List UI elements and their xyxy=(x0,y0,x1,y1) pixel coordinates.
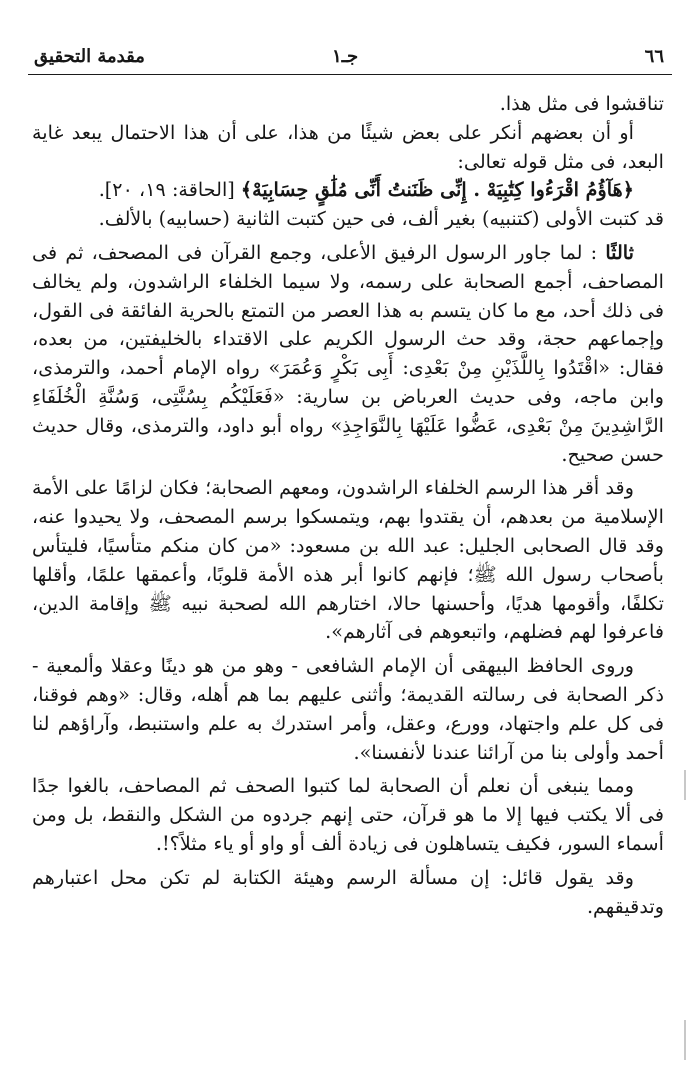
scan-edge-mark xyxy=(684,1020,686,1060)
verse-reference: [الحاقة: ١٩، ٢٠]. xyxy=(98,178,235,202)
paragraph-9: وقد يقول قائل: إن مسألة الرسم وهيئة الكتابة لم تكن محل اعتبارهم وتدقيقهم. xyxy=(32,865,664,918)
quran-verse: ﴿هَآؤُمُ اقْرَءُوا كِتَٰبِيَهْ . إِنِّى ظَنَنتُ أَنِّى مُلَٰقٍ حِسَابِيَهْ﴾ xyxy=(240,178,634,202)
paragraph-5-text: : لما جاور الرسول الرفيق الأعلى، وجمع القرآن فى المصحف، ثم فى المصاحف، أجمع الصحابة على رسمه، ولا سيما الخلفاء الراشدون، ولم يخالف فى ذلك أحد، مع ما كان يتسم به هذا العصر من التمتع بالحرية الفائقة فى القول، وإجماعهم حجة، وقد حث الرسول الكريم على الاقتداء بالخليفتين، من بعده، فقال: «اقْتَدُوا بِاللَّذَيْنِ مِنْ بَعْدِى: أَبِى بَكْرٍ وَعُمَرَ» رواه الإمام أحمد، والترمذى، وابن ماجه، وفى حديث العرباض بن سارية: «فَعَلَيْكُم بِسُنَّتِى، وَسُنَّةِ الْخُلَفَاءِ الرَّاشِدِينَ مِنْ بَعْدِى، عَضُّوا عَلَيْهَا بِالنَّوَاجِذِ» رواه أبو داود، والترمذى، وقال حديث حسن صحيح. xyxy=(32,240,664,466)
paragraph-1: تناقشوا فى مثل هذا. xyxy=(499,92,664,115)
page-number: ٦٦ xyxy=(644,46,664,67)
paragraph-5 xyxy=(32,239,664,469)
paragraph-6: وقد أقر هذا الرسم الخلفاء الراشدون، ومعهم الصحابة؛ فكان لزامًا على الأمة الإسلامية من بعدهم، أن يقتدوا بهم، ويتمسكوا برسم المصحف، ولا يحيدوا عنه، وقد قال الصحابى الجليل: عبد الله بن مسعود: «من كان منكم متأسيًا، فليتأس بأصحاب رسول الله ﷺ؛ فإنهم كانوا أبر هذه الأمة قلوبًا، وأعمقها علمًا، وأقلها تكلفًا، وأقومها هديًا، وأحسنها حالا، اختارهم الله لصحبة نبيه ﷺ وإقامة الدين، فاعرفوا لهم فضلهم، واتبعوهم فى آثارهم». xyxy=(32,476,664,644)
scan-edge-mark xyxy=(684,770,686,800)
paragraph-2: أو أن بعضهم أنكر على بعض شيئًا من هذا، على أن هذا الاحتمال يبعد غاية البعد، فى مثل قوله تعالى: xyxy=(32,120,664,173)
running-header xyxy=(28,44,672,75)
quran-verse-line xyxy=(32,176,664,205)
paragraph-8: ومما ينبغى أن نعلم أن الصحابة لما كتبوا الصحف ثم المصاحف، بالغوا جدًا فى ألا يكتب فيها إلا ما هو قرآن، حتى إنهم جردوه من الشكل والنقط، بل ومن أسماء السور، فكيف يتساهلون فى زيادة ألف أو واو أو ياء مثلاً؟!. xyxy=(32,774,664,855)
body-text xyxy=(32,90,664,921)
section-title: مقدمة التحقيق xyxy=(34,46,145,67)
section-lead: ثالثًا xyxy=(605,240,634,264)
volume-label: جـ١ xyxy=(332,46,359,67)
paragraph-4: قد كتبت الأولى (كتنبيه) بغير ألف، فى حين كتبت الثانية (حسابيه) بالألف. xyxy=(98,207,664,231)
paragraph-7: وروى الحافظ البيهقى أن الإمام الشافعى - وهو من هو دينًا وعقلا وألمعية - ذكر الصحابة فى رسالته القديمة؛ وأثنى عليهم بما هم أهله، وقال: «وهم فوقنا، فى كل علم واجتهاد، وورع، وعقل، وأمر استدرك به علم واستنبط، وآراؤهم لنا أحمد وأولى بنا من آرائنا عندنا لأنفسنا». xyxy=(32,654,664,764)
